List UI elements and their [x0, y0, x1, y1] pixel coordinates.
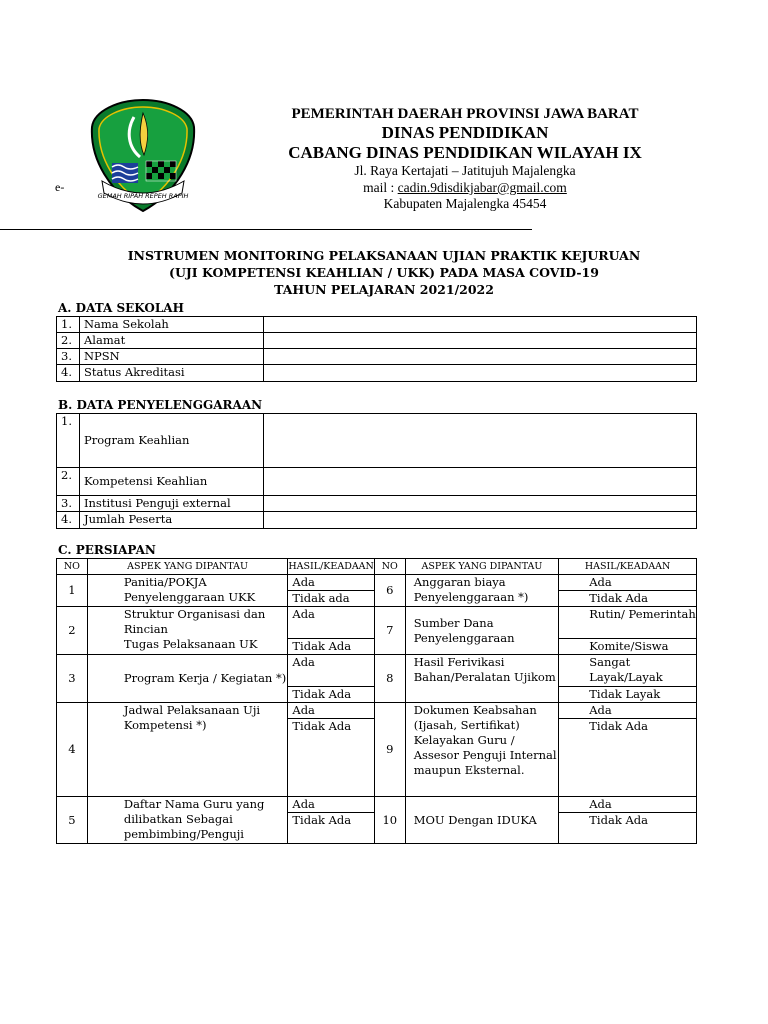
left-mark: e-: [55, 180, 65, 194]
table-row: [57, 349, 697, 365]
header-address: Jl. Raya Kertajati – Jatitujuh Majalengka: [354, 163, 576, 178]
table-row: [57, 703, 697, 719]
data-penyelenggaraan-table: [56, 413, 697, 529]
value-field[interactable]: [263, 496, 696, 512]
table-row: [57, 496, 697, 512]
hasil-option[interactable]: Sangat Layak/Layak: [559, 655, 697, 687]
aspek-cell: Panitia/POKJA Penyelenggaraan UKK: [87, 575, 288, 607]
table-row: [57, 333, 697, 349]
table-row: [57, 414, 697, 468]
row-no: 5: [57, 797, 88, 844]
hasil-option[interactable]: Ada: [288, 575, 374, 591]
row-label: Kompetensi Keahlian: [79, 468, 263, 496]
row-no: 3: [57, 655, 88, 703]
hasil-option[interactable]: Ada: [288, 607, 374, 639]
doc-title-line1: INSTRUMEN MONITORING PELAKSANAAN UJIAN PRAKTIK KEJURUAN: [127, 248, 641, 263]
aspek-line: Struktur Organisasi dan Rincian: [123, 607, 266, 636]
row-no: 8: [374, 655, 405, 703]
table-header-row: [57, 559, 697, 575]
header-dinas: DINAS PENDIDIKAN: [381, 123, 549, 142]
row-no: 3.: [57, 349, 80, 365]
hasil-option[interactable]: Tidak Ada: [288, 813, 374, 844]
header-cabang: CABANG DINAS PENDIDIKAN WILAYAH IX: [288, 143, 642, 162]
row-no: 3.: [57, 496, 80, 512]
col-aspek: ASPEK YANG DIPANTAU: [87, 559, 288, 575]
header-divider: [0, 229, 532, 230]
hasil-option[interactable]: Ada: [288, 703, 374, 719]
value-field[interactable]: [263, 414, 696, 468]
value-field[interactable]: [263, 365, 696, 382]
col-hasil: HASIL/KEADAAN: [288, 559, 374, 575]
row-no: 4.: [57, 365, 80, 382]
mail-prefix: mail :: [363, 180, 398, 195]
value-field[interactable]: [263, 468, 696, 496]
hasil-option[interactable]: Tidak Ada: [288, 687, 374, 703]
hasil-option[interactable]: Ada: [559, 797, 697, 813]
aspek-cell: Anggaran biaya Penyelenggaraan *): [405, 575, 559, 607]
hasil-option[interactable]: Tidak Ada: [288, 639, 374, 655]
row-label: Program Keahlian: [79, 414, 263, 468]
table-row: [57, 797, 697, 813]
col-no: NO: [57, 559, 88, 575]
row-label: Nama Sekolah: [79, 317, 263, 333]
row-label: Jumlah Peserta: [79, 512, 263, 529]
row-no: 6: [374, 575, 405, 607]
col-hasil: HASIL/KEADAAN: [559, 559, 697, 575]
hasil-option[interactable]: Ada: [559, 575, 697, 591]
hasil-option[interactable]: Tidak ada: [288, 591, 374, 607]
row-no: 2.: [57, 333, 80, 349]
row-no: 2.: [57, 468, 80, 496]
row-label: Status Akreditasi: [79, 365, 263, 382]
aspek-cell: Daftar Nama Guru yang dilibatkan Sebagai pembimbing/Penguji: [87, 797, 288, 844]
aspek-cell: Sumber Dana Penyelenggaraan: [405, 607, 559, 655]
row-no: 9: [374, 703, 405, 797]
aspek-cell: Program Kerja / Kegiatan *): [87, 655, 288, 703]
row-label: Alamat: [79, 333, 263, 349]
value-field[interactable]: [263, 512, 696, 529]
header-province: PEMERINTAH DAERAH PROVINSI JAWA BARAT: [291, 106, 639, 122]
row-no: 10: [374, 797, 405, 844]
value-field[interactable]: [263, 317, 696, 333]
col-aspek: ASPEK YANG DIPANTAU: [405, 559, 559, 575]
table-row: [57, 512, 697, 529]
aspek-cell: Jadwal Pelaksanaan Uji Kompetensi *): [87, 703, 288, 797]
jawa-barat-logo: [88, 97, 198, 215]
aspek-line: Tugas Pelaksanaan UK: [123, 637, 258, 651]
data-sekolah-table: [56, 316, 697, 382]
value-field[interactable]: [263, 333, 696, 349]
row-no: 1: [57, 575, 88, 607]
aspek-cell: MOU Dengan IDUKA: [405, 797, 559, 844]
hasil-option[interactable]: Ada: [559, 703, 697, 719]
table-row: [57, 575, 697, 591]
table-row: [57, 607, 697, 639]
mail-link[interactable]: cadin.9disdikjabar@gmail.com: [397, 180, 567, 195]
hasil-option[interactable]: Rutin/ Pemerintah: [559, 607, 697, 639]
header-mail: [250, 180, 680, 196]
doc-title-line3: TAHUN PELAJARAN 2021/2022: [274, 282, 494, 297]
table-row: [57, 365, 697, 382]
hasil-option[interactable]: Tidak Ada: [288, 719, 374, 797]
row-label: Institusi Penguji external: [79, 496, 263, 512]
row-no: 1.: [57, 317, 80, 333]
hasil-option[interactable]: Ada: [288, 797, 374, 813]
aspek-cell: Hasil Ferivikasi Bahan/Peralatan Ujikom: [405, 655, 559, 703]
persiapan-table: [56, 558, 697, 844]
row-no: 7: [374, 607, 405, 655]
table-row: [57, 468, 697, 496]
row-no: 2: [57, 607, 88, 655]
hasil-option[interactable]: Tidak Ada: [559, 719, 697, 797]
section-a-heading: A. DATA SEKOLAH: [58, 301, 184, 315]
doc-title-line2: (UJI KOMPETENSI KEAHLIAN / UKK) PADA MASA COVID-19: [169, 265, 599, 280]
hasil-option[interactable]: Tidak Ada: [559, 591, 697, 607]
row-label: NPSN: [79, 349, 263, 365]
header-kabupaten: Kabupaten Majalengka 45454: [383, 196, 547, 211]
value-field[interactable]: [263, 349, 696, 365]
row-no: 4.: [57, 512, 80, 529]
hasil-option[interactable]: Komite/Siswa: [559, 639, 697, 655]
table-row: [57, 655, 697, 687]
hasil-option[interactable]: Tidak Ada: [559, 813, 697, 844]
aspek-cell: Dokumen Keabsahan (Ijasah, Sertifikat) Kelayakan Guru / Assesor Penguji Internal maupun Eksternal.: [405, 703, 559, 797]
aspek-cell: [87, 607, 288, 655]
section-b-heading: B. DATA PENYELENGGARAAN: [58, 398, 263, 412]
col-no: NO: [374, 559, 405, 575]
row-no: 4: [57, 703, 88, 797]
hasil-option[interactable]: Ada: [288, 655, 374, 687]
table-row: [57, 317, 697, 333]
section-c-heading: C. PERSIAPAN: [58, 543, 156, 557]
hasil-option[interactable]: Tidak Layak: [559, 687, 697, 703]
row-no: 1.: [57, 414, 80, 468]
svg-text:GEMAH RIPAH REPEH RAPIH: GEMAH RIPAH REPEH RAPIH: [97, 192, 189, 200]
